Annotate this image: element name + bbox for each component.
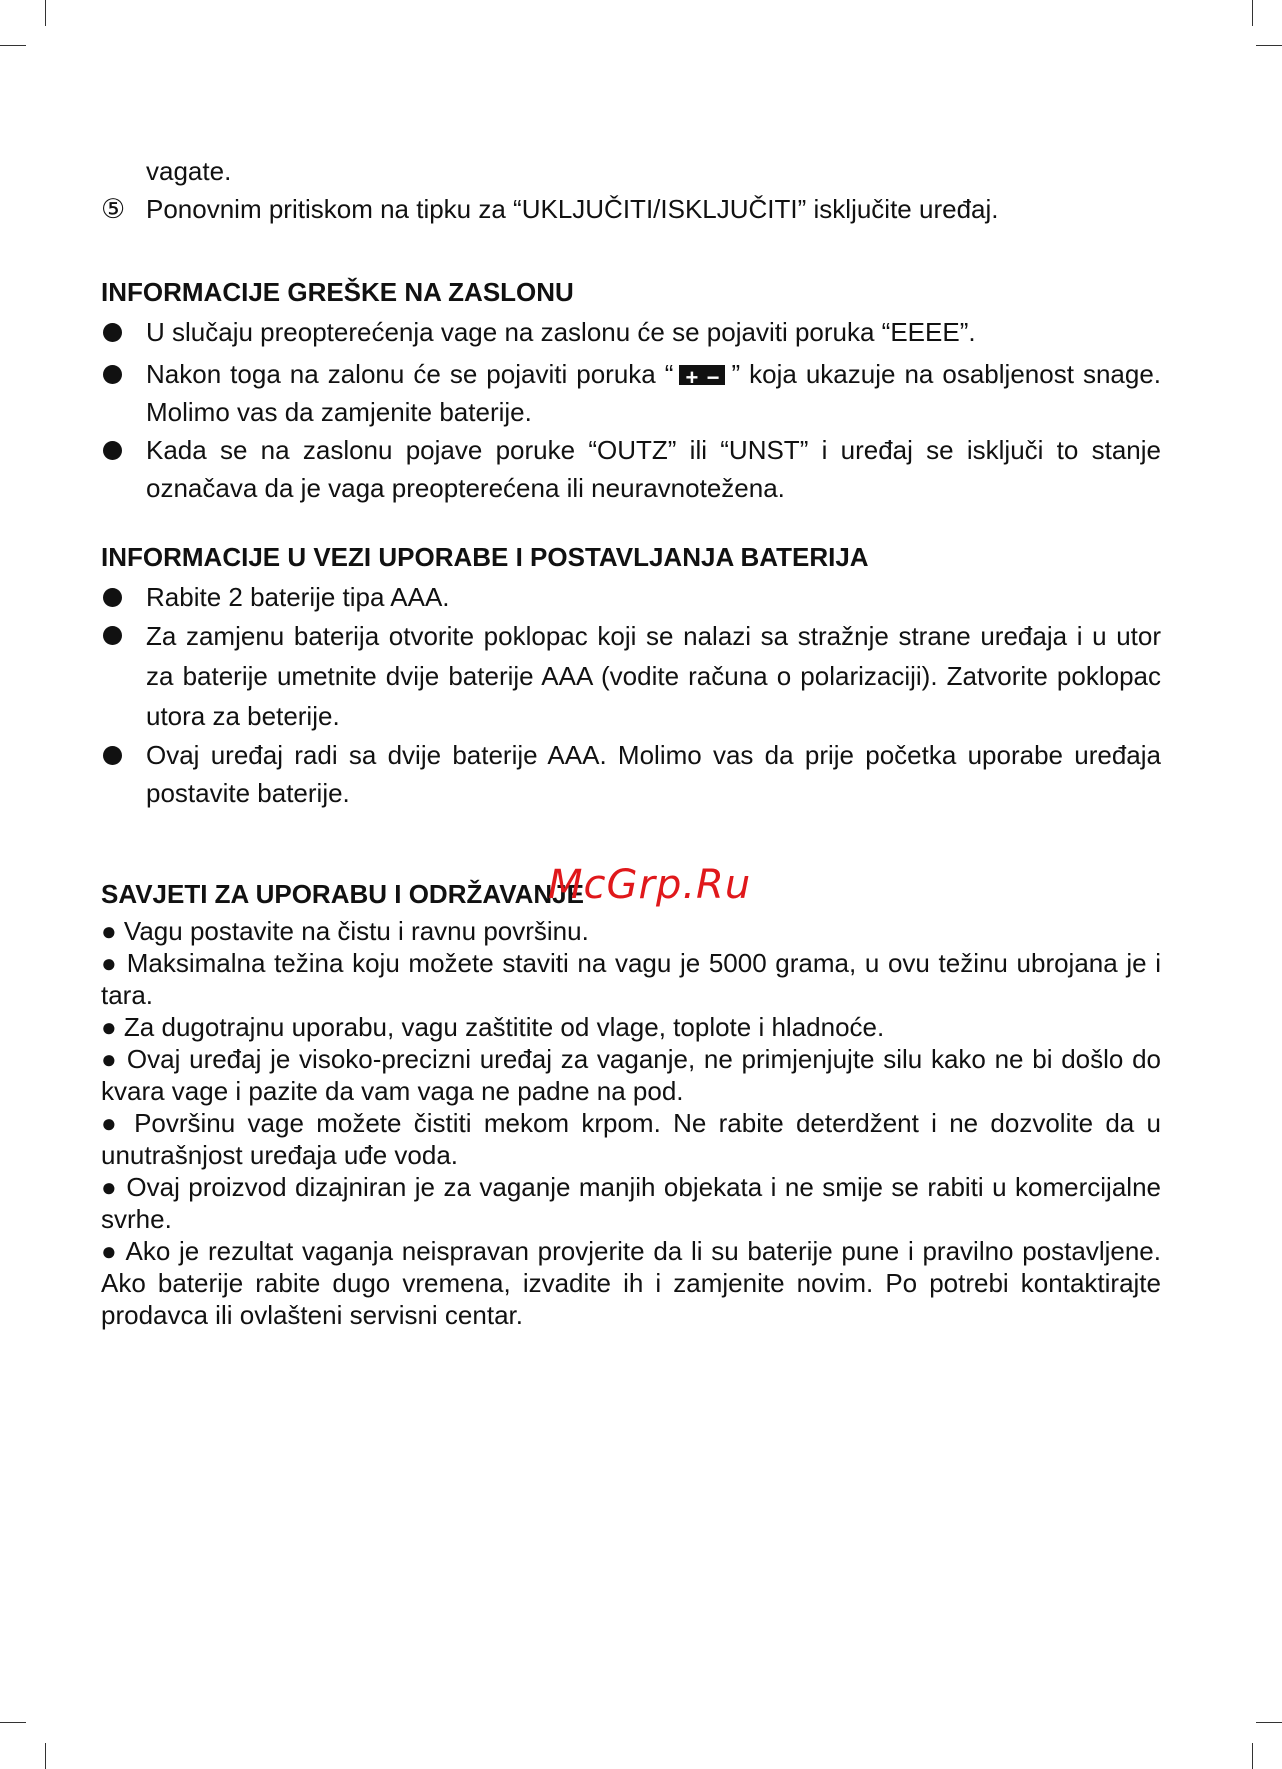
bullet-icon — [101, 313, 146, 351]
battery-item-2-text: Za zamjenu baterija otvorite poklopac koji se nalazi sa stražnje strane uređaja i u utor za baterije umetnite dvije baterije AAA (vodite računa o polarizaciji). Zatvorite poklopac utora za beterije. — [146, 621, 1161, 731]
error-item-3-text: Kada se na zaslonu pojave poruke “OUTZ” ili “UNST” i uređaj se isključi to stanje označava da je vaga preopterećena ili neuravnotežena. — [146, 435, 1161, 503]
tip-item: ● Ovaj proizvod dizajniran je za vaganje manjih objekata i ne smije se rabiti u komercijalne svrhe. — [101, 1172, 1161, 1234]
watermark-logo: McGrp.Ru — [548, 862, 752, 908]
crop-mark-top-right-h — [1256, 45, 1282, 46]
bullet-icon — [101, 431, 146, 469]
battery-icon — [679, 365, 725, 385]
error-item-2-text-before: Nakon toga na zalonu će se pojaviti poruka “ — [146, 359, 674, 389]
step-5 — [101, 190, 1161, 228]
tip-item: ● Površinu vage možete čistiti mekom krpom. Ne rabite deterdžent i ne dozvolite da u unutrašnjost uređaja uđe voda. — [101, 1108, 1161, 1170]
battery-item-2 — [101, 616, 1161, 736]
continued-step-line: vagate. — [146, 156, 232, 186]
step-5-text: Ponovnim pritiskom na tipku za “UKLJUČITI/ISKLJUČITI” isključite uređaj. — [146, 194, 999, 224]
crop-mark-bottom-left-v — [45, 1743, 46, 1769]
crop-mark-top-left-h — [0, 45, 26, 46]
crop-mark-top-right-v — [1252, 0, 1253, 26]
error-item-1-text: U slučaju preopterećenja vage na zaslonu će se pojaviti poruka “EEEE”. — [146, 317, 976, 347]
bullet-icon — [101, 578, 146, 616]
tip-item: ● Za dugotrajnu uporabu, vagu zaštitite od vlage, toplote i hladnoće. — [101, 1012, 885, 1042]
crop-mark-top-left-v — [45, 0, 46, 26]
error-item-1 — [101, 313, 1161, 351]
error-item-2-text — [146, 355, 1161, 431]
tip-item: ● Vagu postavite na čistu i ravnu površinu. — [101, 916, 589, 946]
battery-item-3 — [101, 736, 1161, 812]
circled-number-five: ⑤ — [101, 194, 126, 224]
crop-mark-bottom-right-h — [1256, 1722, 1282, 1723]
crop-mark-bottom-left-h — [0, 1722, 26, 1723]
crop-mark-bottom-right-v — [1252, 1743, 1253, 1769]
error-section-title: INFORMACIJE GREŠKE NA ZASLONU — [101, 277, 574, 307]
battery-item-3-text: Ovaj uređaj radi sa dvije baterije AAA. Molimo vas da prije početka uporabe uređaja postavite baterije. — [146, 740, 1161, 808]
battery-item-1-text: Rabite 2 baterije tipa AAA. — [146, 582, 450, 612]
tip-item: ● Maksimalna težina koju možete staviti na vagu je 5000 grama, u ovu težinu ubrojana je i tara. — [101, 948, 1161, 1010]
battery-item-1 — [101, 578, 1161, 616]
battery-section-title: INFORMACIJE U VEZI UPORABE I POSTAVLJANJA BATERIJA — [101, 542, 869, 572]
bullet-icon — [101, 736, 146, 774]
tip-item: ● Ako je rezultat vaganja neispravan provjerite da li su baterije pune i pravilno postavljene. Ako baterije rabite dugo vremena, izvadite ih i zamjenite novim. Po potrebi kontaktirajte prodavca ili ovlašteni servisni centar. — [101, 1236, 1161, 1330]
bullet-icon — [101, 616, 146, 654]
tips-section-title: SAVJETI ZA UPORABU I ODRŽAVANJE — [101, 879, 584, 909]
error-item-2-text-after: ” koja ukazuje na osabljenost snage. Molimo vas da zamjenite baterije. — [146, 359, 1162, 427]
document-page — [101, 152, 1161, 1331]
error-item-3 — [101, 431, 1161, 507]
tip-item: ● Ovaj uređaj je visoko-precizni uređaj za vaganje, ne primjenjujte silu kako ne bi došlo do kvara vage i pazite da vam vaga ne padne na pod. — [101, 1044, 1161, 1106]
tips-list — [101, 915, 1161, 1331]
bullet-icon — [101, 355, 146, 393]
error-item-2 — [101, 355, 1161, 431]
